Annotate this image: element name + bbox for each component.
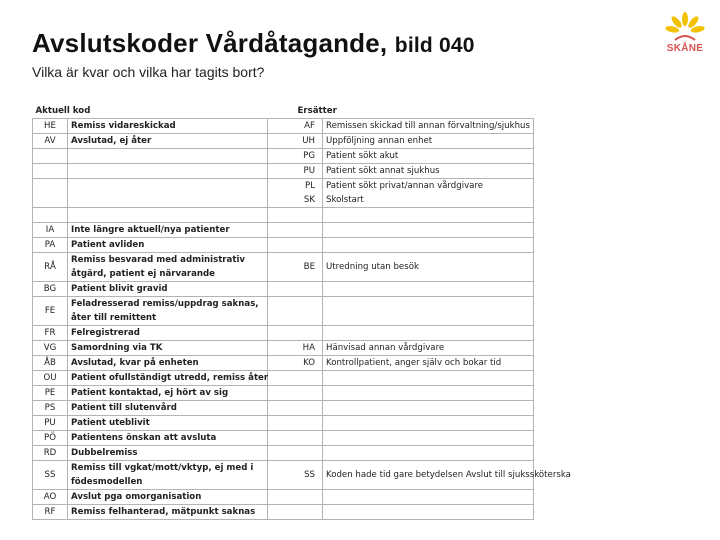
current-desc-cell [68, 416, 268, 431]
replaced-code-cell [268, 401, 323, 416]
replaced-code-cell-line [271, 386, 315, 400]
table-row [33, 134, 534, 149]
replaced-desc-cell [323, 223, 534, 238]
code-table [32, 104, 571, 520]
current-desc-cell [68, 326, 268, 341]
replaced-desc-cell [323, 446, 534, 461]
replaced-desc-cell-line: Patient sökt akut [326, 151, 399, 161]
current-desc-cell [68, 431, 268, 446]
replaced-desc-cell [323, 461, 571, 490]
replaced-code-cell [268, 282, 323, 297]
replaced-desc-cell [323, 253, 534, 282]
current-desc-cell-line: Feladresserad remiss/uppdrag saknas, [71, 299, 259, 309]
replaced-code-cell-line [271, 304, 315, 318]
current-code-cell-line: PU [44, 418, 56, 428]
current-desc-cell [68, 134, 268, 149]
current-code-cell-line: FE [44, 306, 56, 316]
current-desc-cell-line: födesmodellen [71, 477, 143, 487]
current-desc-cell-line: åter till remittent [71, 313, 157, 323]
replaced-desc-cell [323, 341, 534, 356]
replaced-code-cell [268, 119, 323, 134]
current-code-cell-line: RD [43, 448, 57, 458]
replaced-code-cell [268, 179, 323, 208]
table-row [33, 416, 534, 431]
current-code-cell-line: ÅB [44, 358, 56, 368]
current-desc-cell [68, 179, 268, 208]
table-row [33, 401, 534, 416]
table-row [33, 386, 534, 401]
table-row [33, 223, 534, 238]
replaced-code-cell [268, 253, 323, 282]
current-desc-cell-line: Remiss felhanterad, mätpunkt saknas [71, 507, 256, 517]
replaced-code-cell-line [271, 416, 315, 430]
current-code-cell-line: HE [44, 121, 56, 131]
replaced-code-cell-line [271, 282, 315, 296]
replaced-code-cell-line: UH [302, 136, 315, 146]
current-code-cell [33, 431, 68, 446]
table-row [33, 356, 534, 371]
current-code-cell-line: OU [43, 373, 57, 383]
current-desc-cell-line [71, 186, 264, 200]
replaced-code-cell-line [271, 371, 315, 385]
replaced-code-cell [268, 461, 323, 490]
replaced-code-cell [268, 505, 323, 520]
replaced-desc-cell-line [326, 371, 530, 385]
replaced-code-cell-line [271, 401, 315, 415]
current-desc-cell-line: Avslut pga omorganisation [71, 492, 202, 502]
current-code-cell-line: RÅ [44, 262, 56, 272]
replaced-code-cell-line: SK [303, 195, 315, 205]
current-desc-cell [68, 164, 268, 179]
replaced-desc-cell [323, 356, 534, 371]
replaced-code-cell-line [271, 238, 315, 252]
replaced-desc-cell-line [326, 326, 530, 340]
replaced-code-cell [268, 431, 323, 446]
current-desc-cell-line [71, 208, 264, 222]
table-row [33, 208, 534, 223]
replaced-desc-cell-line [326, 208, 530, 222]
table-row [33, 282, 534, 297]
replaced-code-cell [268, 356, 323, 371]
current-desc-cell [68, 223, 268, 238]
table-header-row [33, 104, 534, 119]
replaced-desc-cell-line: Uppföljning annan enhet [326, 136, 433, 146]
replaced-code-cell-line [271, 505, 315, 519]
current-desc-cell [68, 505, 268, 520]
replaced-desc-cell [323, 326, 534, 341]
current-desc-cell-line [71, 164, 264, 178]
current-desc-cell-line: Dubbelremiss [71, 448, 138, 458]
replaced-desc-cell-line: Skolstart [326, 195, 364, 205]
replaced-desc-cell [323, 371, 534, 386]
current-desc-cell [68, 446, 268, 461]
replaced-desc-cell-line [326, 386, 530, 400]
current-desc-cell-line: Patient blivit gravid [71, 284, 168, 294]
replaced-code-cell [268, 386, 323, 401]
current-desc-cell-line: Patient uteblivit [71, 418, 150, 428]
table-row [33, 505, 534, 520]
table-row [33, 149, 534, 164]
replaced-code-cell-line [271, 446, 315, 460]
current-code-cell [33, 164, 68, 179]
current-desc-cell [68, 461, 268, 490]
current-code-cell [33, 223, 68, 238]
replaced-desc-cell-line: Utredning utan besök [326, 262, 419, 272]
current-code-cell-line: PE [44, 388, 56, 398]
replaced-code-cell-line: HA [302, 343, 315, 353]
replaced-code-cell [268, 223, 323, 238]
code-table-container [32, 104, 571, 520]
table-row [33, 179, 534, 208]
current-code-cell [33, 134, 68, 149]
current-code-cell [33, 179, 68, 208]
current-desc-cell [68, 386, 268, 401]
replaced-desc-cell-line: Remissen skickad till annan förvaltning/sjukhus [326, 121, 530, 131]
replaced-desc-cell [323, 401, 534, 416]
logo-text: SKÅNE [666, 43, 704, 54]
page-title-main: Avslutskoder Vårdåtagande, [32, 28, 388, 58]
sun-icon [662, 10, 708, 46]
current-code-cell [33, 253, 68, 282]
replaced-desc-cell-line [326, 431, 530, 445]
replaced-code-cell [268, 326, 323, 341]
current-code-cell [33, 356, 68, 371]
replaced-code-cell [268, 446, 323, 461]
replaced-code-cell-line: PL [305, 181, 315, 191]
replaced-code-cell [268, 149, 323, 164]
current-code-cell-line [36, 149, 64, 163]
replaced-code-cell [268, 371, 323, 386]
table-row [33, 371, 534, 386]
replaced-desc-cell-line: Hänvisad annan vårdgivare [326, 343, 445, 353]
replaced-code-cell-line: BE [303, 262, 315, 272]
replaced-desc-cell-line [326, 401, 530, 415]
current-desc-cell [68, 297, 268, 326]
replaced-code-cell-line: AF [304, 121, 315, 131]
current-desc-cell-line [71, 149, 264, 163]
replaced-desc-cell [323, 119, 534, 134]
replaced-desc-cell [323, 238, 534, 253]
header-replaces: Ersätter [268, 104, 534, 119]
current-code-cell-line: AV [44, 136, 56, 146]
replaced-desc-cell [323, 282, 534, 297]
replaced-desc-cell [323, 386, 534, 401]
replaced-desc-cell [323, 208, 534, 223]
replaced-desc-cell-line [326, 416, 530, 430]
table-row [33, 326, 534, 341]
current-code-cell-line: PS [44, 403, 56, 413]
current-code-cell [33, 371, 68, 386]
table-row [33, 431, 534, 446]
current-desc-cell [68, 356, 268, 371]
replaced-code-cell [268, 134, 323, 149]
replaced-desc-cell-line [326, 282, 530, 296]
table-row [33, 119, 534, 134]
current-code-cell [33, 446, 68, 461]
current-desc-cell-line: Avslutad, kvar på enheten [71, 358, 199, 368]
replaced-code-cell-line [271, 431, 315, 445]
current-code-cell-line: BG [43, 284, 57, 294]
region-skane-logo [662, 10, 708, 54]
current-code-cell-line: AO [43, 492, 57, 502]
replaced-code-cell [268, 208, 323, 223]
current-desc-cell [68, 490, 268, 505]
current-code-cell-line [36, 208, 64, 222]
current-desc-cell-line: Patientens önskan att avsluta [71, 433, 217, 443]
replaced-code-cell-line [271, 490, 315, 504]
replaced-code-cell [268, 297, 323, 326]
page-subtitle: Vilka är kvar och vilka har tagits bort? [32, 64, 265, 80]
current-code-cell-line: FR [44, 328, 56, 338]
current-code-cell [33, 238, 68, 253]
current-desc-cell [68, 208, 268, 223]
current-desc-cell-line: Patient avliden [71, 240, 145, 250]
replaced-code-cell-line: PU [303, 166, 315, 176]
current-desc-cell-line: Remiss vidareskickad [71, 121, 176, 131]
table-row [33, 164, 534, 179]
current-code-cell [33, 505, 68, 520]
page-title-suffix: bild 040 [394, 34, 475, 57]
current-desc-cell [68, 401, 268, 416]
replaced-code-cell-line [271, 208, 315, 222]
current-desc-cell-line: Avslutad, ej åter [71, 136, 152, 146]
replaced-code-cell-line: KO [303, 358, 315, 368]
replaced-desc-cell-line: Patient sökt privat/annan vårdgivare [326, 181, 484, 191]
replaced-desc-cell [323, 431, 534, 446]
replaced-desc-cell [323, 505, 534, 520]
current-desc-cell-line: Remiss besvarad med administrativ [71, 255, 246, 265]
current-code-cell-line: VG [43, 343, 57, 353]
table-row [33, 297, 534, 326]
table-row [33, 490, 534, 505]
current-desc-cell [68, 371, 268, 386]
current-code-cell [33, 119, 68, 134]
replaced-desc-cell-line [326, 304, 530, 318]
current-code-cell [33, 386, 68, 401]
current-desc-cell [68, 253, 268, 282]
current-code-cell [33, 149, 68, 164]
replaced-desc-cell [323, 134, 534, 149]
current-code-cell [33, 461, 68, 490]
replaced-code-cell [268, 416, 323, 431]
current-desc-cell [68, 149, 268, 164]
current-desc-cell [68, 341, 268, 356]
replaced-code-cell [268, 238, 323, 253]
current-code-cell [33, 297, 68, 326]
current-desc-cell [68, 238, 268, 253]
current-code-cell-line: PA [44, 240, 56, 250]
current-desc-cell-line: Inte längre aktuell/nya patienter [71, 225, 230, 235]
replaced-code-cell-line: PG [303, 151, 315, 161]
current-code-cell [33, 208, 68, 223]
replaced-desc-cell [323, 179, 534, 208]
replaced-desc-cell-line: Patient sökt annat sjukhus [326, 166, 440, 176]
current-code-cell-line [36, 164, 64, 178]
table-row [33, 238, 534, 253]
current-desc-cell [68, 119, 268, 134]
replaced-code-cell-line: SS [304, 470, 315, 480]
page-title [32, 28, 475, 59]
replaced-desc-cell [323, 416, 534, 431]
current-desc-cell-line: Samordning via TK [71, 343, 163, 353]
current-code-cell [33, 416, 68, 431]
current-desc-cell-line: Patient till slutenvård [71, 403, 177, 413]
replaced-desc-cell-line [326, 505, 530, 519]
current-desc-cell-line: Patient ofullständigt utredd, remiss åter [71, 373, 269, 383]
current-code-cell-line [36, 186, 64, 200]
replaced-desc-cell [323, 149, 534, 164]
replaced-desc-cell-line [326, 238, 530, 252]
replaced-code-cell-line [271, 326, 315, 340]
table-row [33, 253, 534, 282]
current-code-cell-line: PÖ [44, 433, 56, 443]
current-desc-cell-line: Patient kontaktad, ej hört av sig [71, 388, 229, 398]
replaced-desc-cell [323, 490, 534, 505]
replaced-desc-cell-line [326, 223, 530, 237]
replaced-desc-cell-line: Koden hade tid gare betydelsen Avslut till sjukssköterska [326, 470, 571, 480]
current-code-cell-line: IA [45, 225, 55, 235]
replaced-desc-cell-line [326, 446, 530, 460]
current-desc-cell-line: åtgärd, patient ej närvarande [71, 269, 216, 279]
table-row [33, 446, 534, 461]
current-code-cell [33, 282, 68, 297]
current-code-cell-line: RF [44, 507, 56, 517]
replaced-code-cell [268, 490, 323, 505]
replaced-desc-cell-line: Kontrollpatient, anger själv och bokar tid [326, 358, 502, 368]
current-code-cell [33, 341, 68, 356]
current-desc-cell [68, 282, 268, 297]
replaced-desc-cell-line [326, 490, 530, 504]
current-code-cell [33, 490, 68, 505]
replaced-code-cell [268, 164, 323, 179]
current-code-cell-line: SS [44, 470, 56, 480]
replaced-code-cell-line [271, 223, 315, 237]
current-code-cell [33, 326, 68, 341]
table-row [33, 341, 534, 356]
replaced-desc-cell [323, 164, 534, 179]
replaced-desc-cell [323, 297, 534, 326]
current-code-cell [33, 401, 68, 416]
table-row [33, 461, 534, 490]
header-current-code: Aktuell kod [33, 104, 268, 119]
current-desc-cell-line: Felregistrerad [71, 328, 140, 338]
current-desc-cell-line: Remiss till vgkat/mott/vktyp, ej med i [71, 463, 254, 473]
replaced-code-cell [268, 341, 323, 356]
